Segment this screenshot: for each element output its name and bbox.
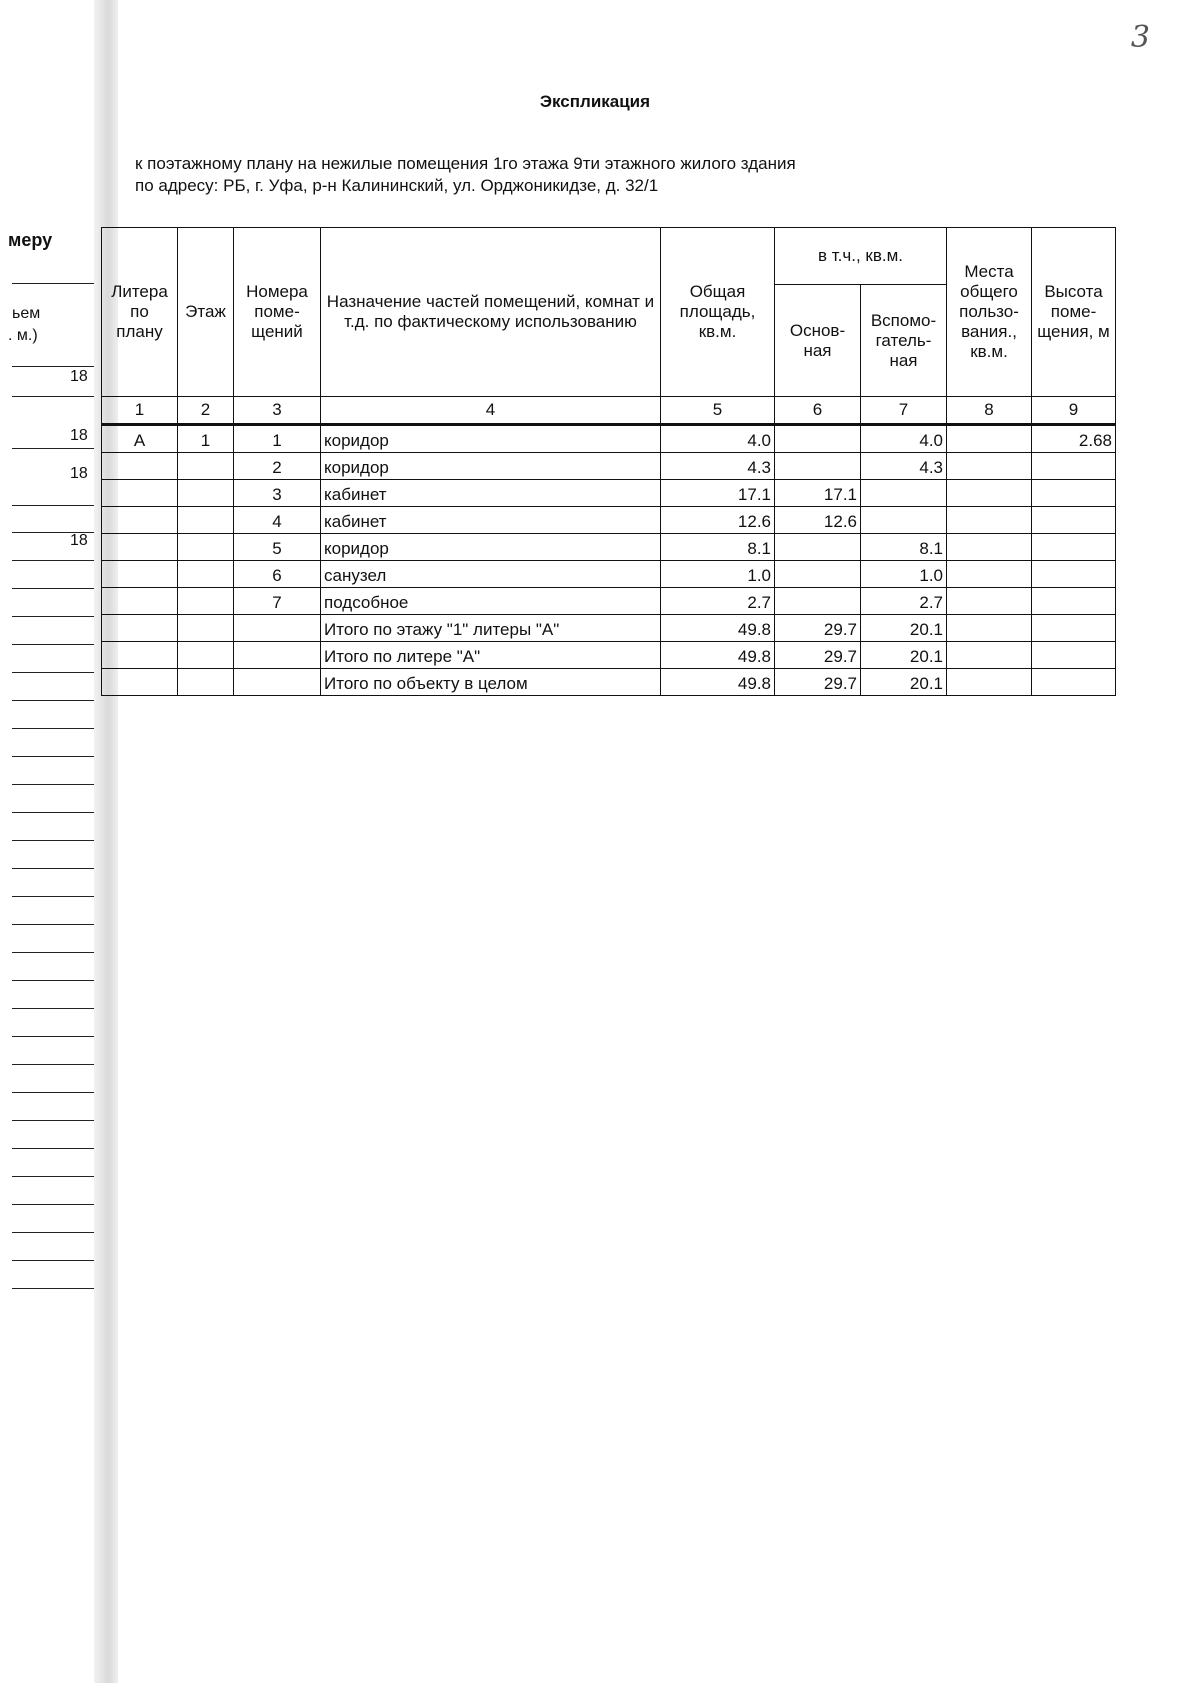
total-main: 29.7 xyxy=(775,615,861,642)
column-number: 9 xyxy=(1032,397,1116,425)
total-area: 49.8 xyxy=(661,642,775,669)
cell-height xyxy=(1032,534,1116,561)
cell-name: кабинет xyxy=(321,507,661,534)
cell-nomer: 3 xyxy=(234,480,321,507)
cell-nomer: 6 xyxy=(234,561,321,588)
column-number: 3 xyxy=(234,397,321,425)
header-nomera: Номера поме-щений xyxy=(234,228,321,397)
explication-table xyxy=(101,227,1116,696)
fragment-value: 18 xyxy=(70,532,88,549)
cell-nomer: 2 xyxy=(234,453,321,480)
cell-common xyxy=(947,453,1032,480)
cell-height: 2.68 xyxy=(1032,425,1116,453)
fragment-value: 18 xyxy=(70,427,88,444)
cell-nomer: 1 xyxy=(234,425,321,453)
column-number: 8 xyxy=(947,397,1032,425)
cell-name: коридор xyxy=(321,453,661,480)
header-obshaya: Общая площадь, кв.м. xyxy=(661,228,775,397)
cell-total: 4.3 xyxy=(661,453,775,480)
column-number: 2 xyxy=(178,397,234,425)
total-main: 29.7 xyxy=(775,642,861,669)
cell-name: кабинет xyxy=(321,480,661,507)
table-row xyxy=(102,480,1116,507)
column-number: 7 xyxy=(861,397,947,425)
cell-main xyxy=(775,453,861,480)
cell-total: 12.6 xyxy=(661,507,775,534)
total-area: 49.8 xyxy=(661,669,775,696)
header-vspomog: Вспомо-гатель-ная xyxy=(861,285,947,397)
fragment-heading: меру xyxy=(8,230,53,250)
header-litera: Литера по плану xyxy=(102,228,178,397)
total-main: 29.7 xyxy=(775,669,861,696)
cell-empty xyxy=(178,669,234,696)
cell-main: 17.1 xyxy=(775,480,861,507)
cell-empty xyxy=(102,669,178,696)
cell-main: 12.6 xyxy=(775,507,861,534)
table-row xyxy=(102,534,1116,561)
total-area: 49.8 xyxy=(661,615,775,642)
cell-nomer: 4 xyxy=(234,507,321,534)
cell-common xyxy=(947,425,1032,453)
table-row xyxy=(102,425,1116,453)
cell-etazh xyxy=(178,588,234,615)
cell-litera xyxy=(102,588,178,615)
cell-total: 8.1 xyxy=(661,534,775,561)
header-vysota: Высота поме-щения, м xyxy=(1032,228,1116,397)
cell-empty xyxy=(947,615,1032,642)
cell-aux xyxy=(861,507,947,534)
cell-total: 2.7 xyxy=(661,588,775,615)
cell-total: 1.0 xyxy=(661,561,775,588)
total-aux: 20.1 xyxy=(861,669,947,696)
fragment-subheading-1: ьем xyxy=(12,305,41,322)
cell-empty xyxy=(102,642,178,669)
cell-empty xyxy=(234,642,321,669)
total-row xyxy=(102,642,1116,669)
total-row xyxy=(102,669,1116,696)
column-number-row xyxy=(102,397,1116,425)
table-row xyxy=(102,588,1116,615)
adjacent-page-fragment xyxy=(0,0,100,1683)
cell-name: коридор xyxy=(321,534,661,561)
cell-name: коридор xyxy=(321,425,661,453)
subtitle-line-1: к поэтажному плану на нежилые помещения 1го этажа 9ти этажного жилого здания xyxy=(135,154,796,173)
fragment-value: 18 xyxy=(70,465,88,482)
cell-height xyxy=(1032,588,1116,615)
cell-common xyxy=(947,534,1032,561)
column-number: 6 xyxy=(775,397,861,425)
cell-litera xyxy=(102,480,178,507)
cell-common xyxy=(947,561,1032,588)
cell-empty xyxy=(178,615,234,642)
cell-empty xyxy=(947,642,1032,669)
cell-total: 4.0 xyxy=(661,425,775,453)
cell-litera: А xyxy=(102,425,178,453)
cell-aux: 4.3 xyxy=(861,453,947,480)
page-number: 3 xyxy=(1130,20,1150,55)
cell-common xyxy=(947,480,1032,507)
total-label: Итого по этажу "1" литеры "А" xyxy=(321,615,661,642)
cell-etazh: 1 xyxy=(178,425,234,453)
cell-empty xyxy=(1032,642,1116,669)
cell-common xyxy=(947,507,1032,534)
cell-aux: 1.0 xyxy=(861,561,947,588)
header-osnovnaya: Основ-ная xyxy=(775,285,861,397)
cell-empty xyxy=(234,669,321,696)
header-mesta: Места общего пользо-вания., кв.м. xyxy=(947,228,1032,397)
fragment-value: 18 xyxy=(70,368,88,385)
header-vtch: в т.ч., кв.м. xyxy=(775,228,947,285)
cell-height xyxy=(1032,561,1116,588)
cell-height xyxy=(1032,480,1116,507)
cell-litera xyxy=(102,453,178,480)
cell-empty xyxy=(102,615,178,642)
table-row xyxy=(102,561,1116,588)
cell-main xyxy=(775,561,861,588)
cell-litera xyxy=(102,534,178,561)
table-row xyxy=(102,453,1116,480)
cell-empty xyxy=(1032,615,1116,642)
column-number: 5 xyxy=(661,397,775,425)
cell-nomer: 7 xyxy=(234,588,321,615)
cell-etazh xyxy=(178,480,234,507)
header-naznachenie: Назначение частей помещений, комнат и т.д. по фактическому использованию xyxy=(321,228,661,397)
column-number: 1 xyxy=(102,397,178,425)
cell-main xyxy=(775,425,861,453)
cell-empty xyxy=(234,615,321,642)
document-title: Экспликация xyxy=(539,92,651,111)
total-label: Итого по объекту в целом xyxy=(321,669,661,696)
cell-empty xyxy=(1032,669,1116,696)
cell-height xyxy=(1032,453,1116,480)
cell-aux: 2.7 xyxy=(861,588,947,615)
fragment-subheading-2: . м.) xyxy=(8,327,38,344)
column-number: 4 xyxy=(321,397,661,425)
cell-etazh xyxy=(178,453,234,480)
cell-common xyxy=(947,588,1032,615)
header-etazh: Этаж xyxy=(178,228,234,397)
cell-litera xyxy=(102,507,178,534)
cell-litera xyxy=(102,561,178,588)
cell-height xyxy=(1032,507,1116,534)
cell-name: санузел xyxy=(321,561,661,588)
cell-etazh xyxy=(178,561,234,588)
cell-aux: 8.1 xyxy=(861,534,947,561)
total-label: Итого по литере "А" xyxy=(321,642,661,669)
cell-name: подсобное xyxy=(321,588,661,615)
cell-empty xyxy=(947,669,1032,696)
cell-main xyxy=(775,588,861,615)
cell-aux xyxy=(861,480,947,507)
cell-nomer: 5 xyxy=(234,534,321,561)
total-aux: 20.1 xyxy=(861,615,947,642)
total-aux: 20.1 xyxy=(861,642,947,669)
cell-etazh xyxy=(178,507,234,534)
subtitle-line-2: по адресу: РБ, г. Уфа, р-н Калининский, ул. Орджоникидзе, д. 32/1 xyxy=(135,176,659,195)
cell-main xyxy=(775,534,861,561)
cell-total: 17.1 xyxy=(661,480,775,507)
table-row xyxy=(102,507,1116,534)
cell-aux: 4.0 xyxy=(861,425,947,453)
total-row xyxy=(102,615,1116,642)
cell-empty xyxy=(178,642,234,669)
cell-etazh xyxy=(178,534,234,561)
